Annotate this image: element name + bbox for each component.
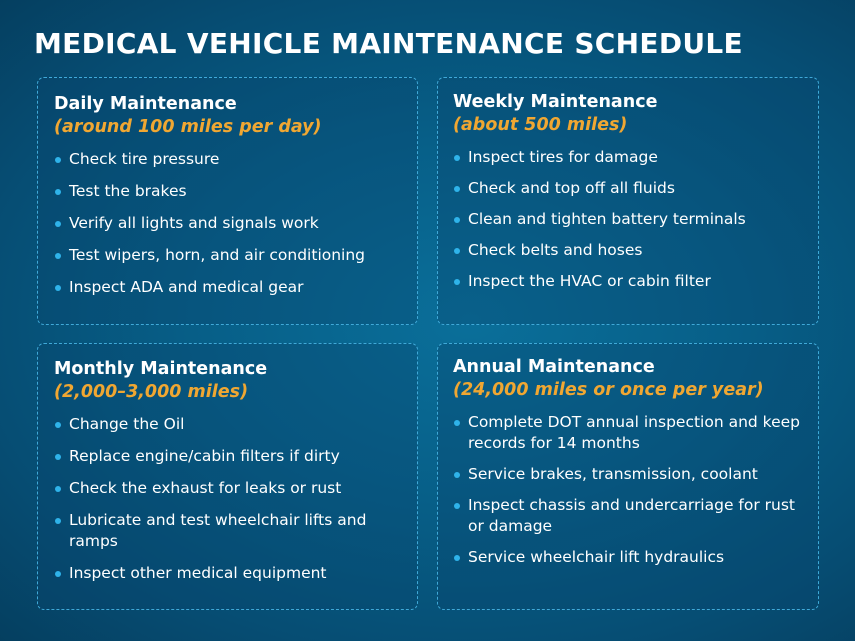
card-heading: Weekly Maintenance	[453, 92, 658, 112]
list-item: Inspect ADA and medical gear	[54, 277, 401, 298]
card-monthly-maintenance	[37, 343, 418, 610]
list-item: Check the exhaust for leaks or rust	[54, 478, 401, 499]
task-list	[453, 412, 803, 568]
bullet-icon	[454, 472, 460, 478]
bullet-icon	[454, 186, 460, 192]
list-item: Check and top off all fluids	[453, 178, 803, 199]
list-item: Complete DOT annual inspection and keep records for 14 months	[453, 412, 803, 454]
list-item: Verify all lights and signals work	[54, 213, 401, 234]
bullet-icon	[55, 486, 61, 492]
bullet-icon	[55, 454, 61, 460]
page-title: MEDICAL VEHICLE MAINTENANCE SCHEDULE	[34, 27, 743, 60]
card-weekly-maintenance	[437, 77, 819, 325]
bullet-icon	[454, 555, 460, 561]
bullet-icon	[454, 217, 460, 223]
bullet-icon	[55, 221, 61, 227]
card-heading: Annual Maintenance	[453, 357, 655, 377]
task-list	[54, 149, 401, 298]
card-subheading: (2,000–3,000 miles)	[54, 382, 249, 402]
bullet-icon	[55, 518, 61, 524]
card-heading: Daily Maintenance	[54, 94, 237, 114]
bullet-icon	[55, 157, 61, 163]
card-annual-maintenance	[437, 343, 819, 610]
list-item: Service wheelchair lift hydraulics	[453, 547, 803, 568]
list-item: Inspect chassis and undercarriage for rust or damage	[453, 495, 803, 537]
list-item: Check tire pressure	[54, 149, 401, 170]
list-item: Inspect the HVAC or cabin filter	[453, 271, 803, 292]
list-item: Check belts and hoses	[453, 240, 803, 261]
bullet-icon	[454, 420, 460, 426]
list-item: Inspect other medical equipment	[54, 563, 401, 584]
list-item: Clean and tighten battery terminals	[453, 209, 803, 230]
card-subheading: (24,000 miles or once per year)	[453, 380, 764, 400]
bullet-icon	[55, 253, 61, 259]
bullet-icon	[454, 155, 460, 161]
bullet-icon	[55, 189, 61, 195]
bullet-icon	[454, 503, 460, 509]
card-daily-maintenance	[37, 77, 418, 325]
bullet-icon	[55, 285, 61, 291]
list-item: Service brakes, transmission, coolant	[453, 464, 803, 485]
task-list	[453, 147, 803, 292]
bullet-icon	[454, 248, 460, 254]
card-subheading: (about 500 miles)	[453, 115, 628, 135]
list-item: Change the Oil	[54, 414, 401, 435]
task-list	[54, 414, 401, 584]
card-heading: Monthly Maintenance	[54, 359, 268, 379]
bullet-icon	[454, 279, 460, 285]
card-subheading: (around 100 miles per day)	[54, 117, 322, 137]
list-item: Test the brakes	[54, 181, 401, 202]
list-item: Lubricate and test wheelchair lifts and ramps	[54, 510, 401, 552]
list-item: Inspect tires for damage	[453, 147, 803, 168]
bullet-icon	[55, 422, 61, 428]
list-item: Replace engine/cabin filters if dirty	[54, 446, 401, 467]
bullet-icon	[55, 571, 61, 577]
list-item: Test wipers, horn, and air conditioning	[54, 245, 401, 266]
